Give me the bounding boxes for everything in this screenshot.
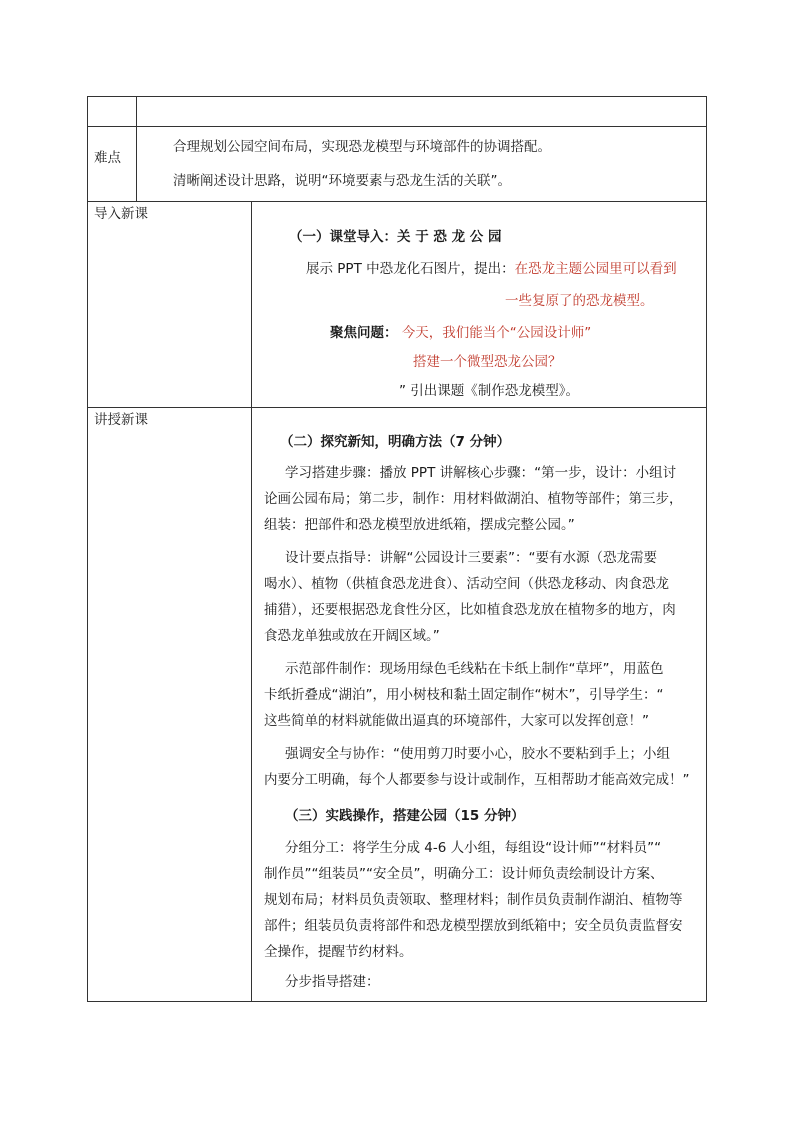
intro-show-line-1: 展示 PPT 中恐龙化石图片，提出：在恐龙主题公园里可以看到 (306, 261, 677, 277)
section2-heading: （二）探究新知，明确方法（7 分钟） (280, 434, 511, 450)
intro-label: 导入新课 (94, 206, 148, 222)
difficulty-line-2: 清晰阐述设计思路，说明“环境要素与恐龙生活的关联”。 (173, 173, 511, 189)
lesson-plan-table (87, 96, 707, 1002)
difficulty-line-1: 合理规划公园空间布局，实现恐龙模型与环境部件的协调搭配。 (173, 139, 551, 155)
para5-line: 制作员”“组装员”“安全员”，明确分工：设计师负责绘制设计方案、 (264, 866, 664, 882)
intro-heading: （一）课堂导入：关 于 恐 龙 公 园 (289, 229, 502, 245)
column-divider (251, 201, 252, 1001)
para3-line: 示范部件制作：现场用绿色毛线粘在卡纸上制作“草坪”，用蓝色 (285, 661, 664, 677)
difficulty-label: 难点 (94, 150, 121, 166)
intro-focus-line-2: 搭建一个微型恐龙公园？ (413, 354, 562, 370)
para5-line: 规划布局；材料员负责领取、整理材料；制作员负责制作湖泊、植物等 (264, 892, 683, 908)
para4-line: 内要分工明确，每个人都要参与设计或制作，互相帮助才能高效完成！” (264, 772, 690, 788)
para5-line: 分组分工：将学生分成 4-6 人小组，每组设“设计师”“材料员”“ (285, 840, 662, 856)
para2-line: 喝水）、植物（供植食恐龙进食）、活动空间（供恐龙移动、肉食恐龙 (264, 576, 669, 592)
para2-line: 设计要点指导：讲解“公园设计三要素”：“要有水源（恐龙需要 (285, 550, 657, 566)
para6-line: 分步指导搭建： (285, 974, 380, 990)
intro-lead-line: ” 引出课题《制作恐龙模型》。 (399, 383, 580, 399)
para1-line: 组装：把部件和恐龙模型放进纸箱，摆成完整公园。” (264, 517, 575, 533)
para2-line: 捕猎），还要根据恐龙食性分区，比如植食恐龙放在植物多的地方，肉 (264, 602, 676, 618)
para1-line: 学习搭建步骤：播放 PPT 讲解核心步骤：“第一步，设计：小组讨 (285, 465, 677, 481)
section3-heading: （三）实践操作，搭建公园（15 分钟） (285, 808, 525, 824)
column-divider (136, 97, 137, 201)
row-divider (88, 126, 706, 127)
para2-line: 食恐龙单独或放在开阔区域。” (264, 628, 440, 644)
para3-line: 这些简单的材料就能做出逼真的环境部件，大家可以发挥创意！” (264, 713, 649, 729)
para4-line: 强调安全与协作：“使用剪刀时要小心，胶水不要粘到手上；小组 (285, 746, 670, 762)
row-divider (88, 407, 706, 408)
para5-line: 全操作，提醒节约材料。 (264, 944, 413, 960)
teach-label: 讲授新课 (94, 412, 148, 428)
intro-show-line-2: 一些复原了的恐龙模型。 (505, 293, 654, 309)
intro-focus-line-1: 聚焦问题： 今天，我们能当个“公园设计师” (330, 325, 592, 341)
para3-line: 卡纸折叠成“湖泊”，用小树枝和黏土固定制作“树木”，引导学生：“ (264, 687, 664, 703)
row-divider (88, 201, 706, 202)
para1-line: 论画公园布局；第二步，制作：用材料做湖泊、植物等部件；第三步， (264, 491, 683, 507)
para5-line: 部件；组装员负责将部件和恐龙模型摆放到纸箱中；安全员负责监督安 (264, 918, 683, 934)
